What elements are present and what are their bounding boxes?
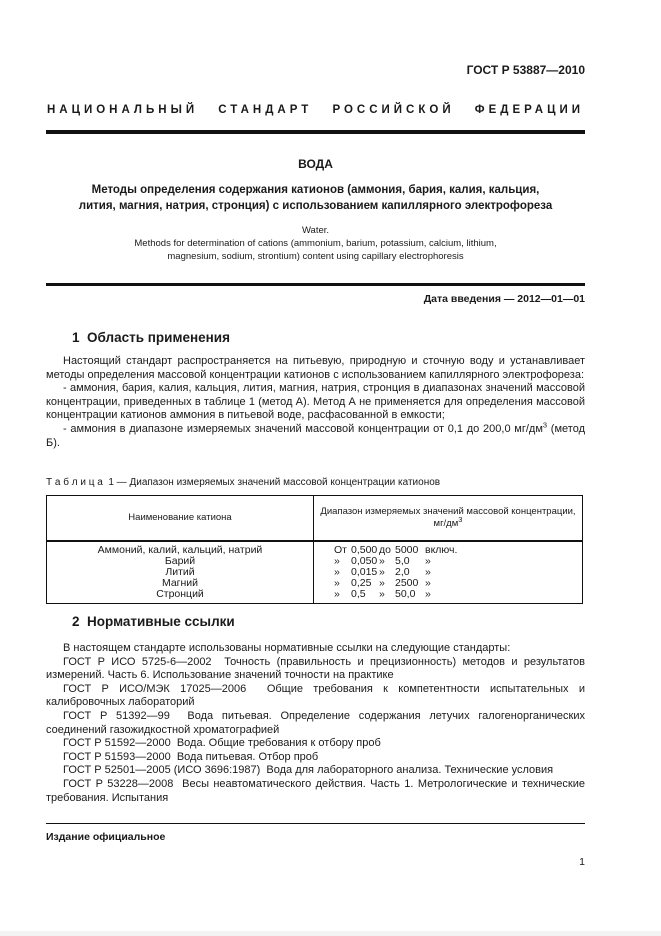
range-from-value: 0,015	[351, 566, 378, 578]
title-en	[46, 224, 585, 263]
range-to-word: до	[379, 544, 391, 556]
reference-item: ГОСТ Р 53228—2008 Весы неавтоматического действия. Часть 1. Метрологические и технические требования. Испытания	[46, 777, 589, 804]
scan-edge-artifact	[0, 931, 661, 936]
cation-name: Аммоний, калий, кальций, натрий	[47, 541, 314, 556]
paragraph	[46, 420, 585, 450]
paragraph: Настоящий стандарт распространяется на питьевую, природную и сточную воду и устанавливает методы определения массовой концентрации катионов с использованием капиллярного электрофореза:	[46, 355, 585, 381]
table-row	[47, 567, 583, 578]
range-to-value: 5000	[395, 544, 419, 556]
introduction-date: Дата введения — 2012—01—01	[423, 293, 585, 305]
range-to-value: 5,0	[395, 555, 410, 567]
range-to-word: »	[379, 555, 385, 567]
table-header-row	[47, 496, 583, 542]
range-cell	[314, 541, 583, 556]
separator-rule	[46, 283, 585, 286]
section-2-heading: 2 Нормативные ссылки	[72, 614, 235, 629]
paragraph: В настоящем стандарте использованы нормативные ссылки на следующие стандарты:	[63, 642, 511, 654]
section-1-body	[46, 355, 585, 450]
section-1-heading: 1 Область применения	[72, 330, 230, 345]
table-col2-header-unit: мг/дм	[433, 518, 459, 529]
table-row	[47, 589, 583, 604]
title-en-sub-line1: Methods for determination of cations (ammonium, barium, potassium, calcium, lithium,	[134, 238, 497, 249]
range-cell	[314, 589, 583, 604]
range-from-value: 0,050	[351, 555, 378, 567]
reference-item: ГОСТ Р 51593—2000 Вода питьевая. Отбор проб	[63, 750, 319, 763]
superscript: 3	[458, 514, 463, 524]
range-from-value: 0,500	[351, 544, 378, 556]
cation-name: Барий	[47, 556, 314, 567]
header-rule	[46, 130, 585, 134]
standard-designation: НАЦИОНАЛЬНЫЙ СТАНДАРТ РОССИЙСКОЙ ФЕДЕРАЦИИ	[46, 104, 585, 116]
paragraph: - аммония, бария, калия, кальция, лития, магния, натрия, стронция в диапазонах значений массовой концентрации, приведенных в таблице 1 (метод А). Метод А не применяется для определения массовой концентрации катионов аммония в питьевой воде, расфасованной в емкости;	[46, 382, 585, 422]
range-from-word: От	[334, 544, 347, 556]
range-incl-word: »	[425, 555, 431, 567]
range-from-word: »	[334, 555, 340, 567]
cation-name: Стронций	[47, 589, 314, 604]
reference-item: ГОСТ Р 51592—2000 Вода. Общие требования к отбору проб	[63, 737, 381, 750]
reference-item: ГОСТ Р 52501—2005 (ИСО 3696:1987) Вода для лабораторного анализа. Технические условия	[63, 764, 554, 777]
title-ru-main: ВОДА	[298, 157, 333, 171]
reference-item: ГОСТ Р 51392—99 Вода питьевая. Определение содержания летучих галогенорганических соединений газожидкостной хроматографией	[46, 709, 589, 736]
official-edition-note: Издание официальное	[46, 831, 166, 843]
range-from-word: »	[334, 566, 340, 578]
range-to-value: 2,0	[395, 566, 410, 578]
cation-name: Литий	[47, 567, 314, 578]
title-en-main: Water.	[301, 225, 330, 236]
range-from-word: »	[334, 588, 340, 600]
range-from-value: 0,25	[351, 577, 372, 589]
table-caption-label: Т а б л и ц а 1 —	[46, 477, 127, 488]
paragraph-text: (метод Б).	[46, 422, 585, 449]
section-2-body	[46, 642, 589, 805]
range-to-value: 50,0	[395, 588, 416, 600]
cation-name: Магний	[47, 578, 314, 589]
range-from-word: »	[334, 577, 340, 589]
table-col1-header: Наименование катиона	[47, 496, 314, 542]
superscript: 3	[542, 420, 548, 430]
range-to-value: 2500	[395, 577, 419, 589]
range-incl-word: »	[425, 577, 431, 589]
reference-item: ГОСТ Р ИСО/МЭК 17025—2006 Общие требования к компетентности испытательных и калибровочных лабораторий	[46, 682, 589, 709]
range-to-word: »	[379, 577, 385, 589]
table-1	[46, 495, 583, 604]
reference-item: ГОСТ Р ИСО 5725-6—2002 Точность (правильность и прецизионность) методов и результатов измерений. Часть 6. Использование значений точности на практике	[46, 655, 589, 682]
table-row	[47, 556, 583, 567]
range-to-word: »	[379, 566, 385, 578]
table-row	[47, 541, 583, 556]
range-incl-word: »	[425, 588, 431, 600]
paragraph-text: - аммония в диапазоне измеряемых значений массовой концентрации от 0,1 до 200,0 мг/дм	[63, 422, 543, 435]
title-en-sub-line2: magnesium, sodium, strontium) content using capillary electrophoresis	[167, 251, 464, 262]
table-1-caption	[46, 477, 585, 488]
range-incl-word: включ.	[425, 544, 458, 556]
footer-rule	[46, 823, 585, 824]
table-caption-text: Диапазон измеряемых значений массовой концентрации катионов	[126, 477, 441, 488]
range-from-value: 0,5	[351, 588, 366, 600]
table-row	[47, 578, 583, 589]
page-number: 1	[579, 856, 585, 868]
range-to-word: »	[379, 588, 385, 600]
title-ru-subtitle: Методы определения содержания катионов (аммония, бария, калия, кальция, лития, магния, натрия, стронция) с использованием капиллярного электрофореза	[78, 184, 553, 212]
doc-number: ГОСТ Р 53887—2010	[466, 63, 585, 77]
table-col2-header-text: Диапазон измеряемых значений массовой концентрации,	[320, 506, 576, 517]
range-incl-word: »	[425, 566, 431, 578]
table-col2-header	[314, 496, 583, 542]
